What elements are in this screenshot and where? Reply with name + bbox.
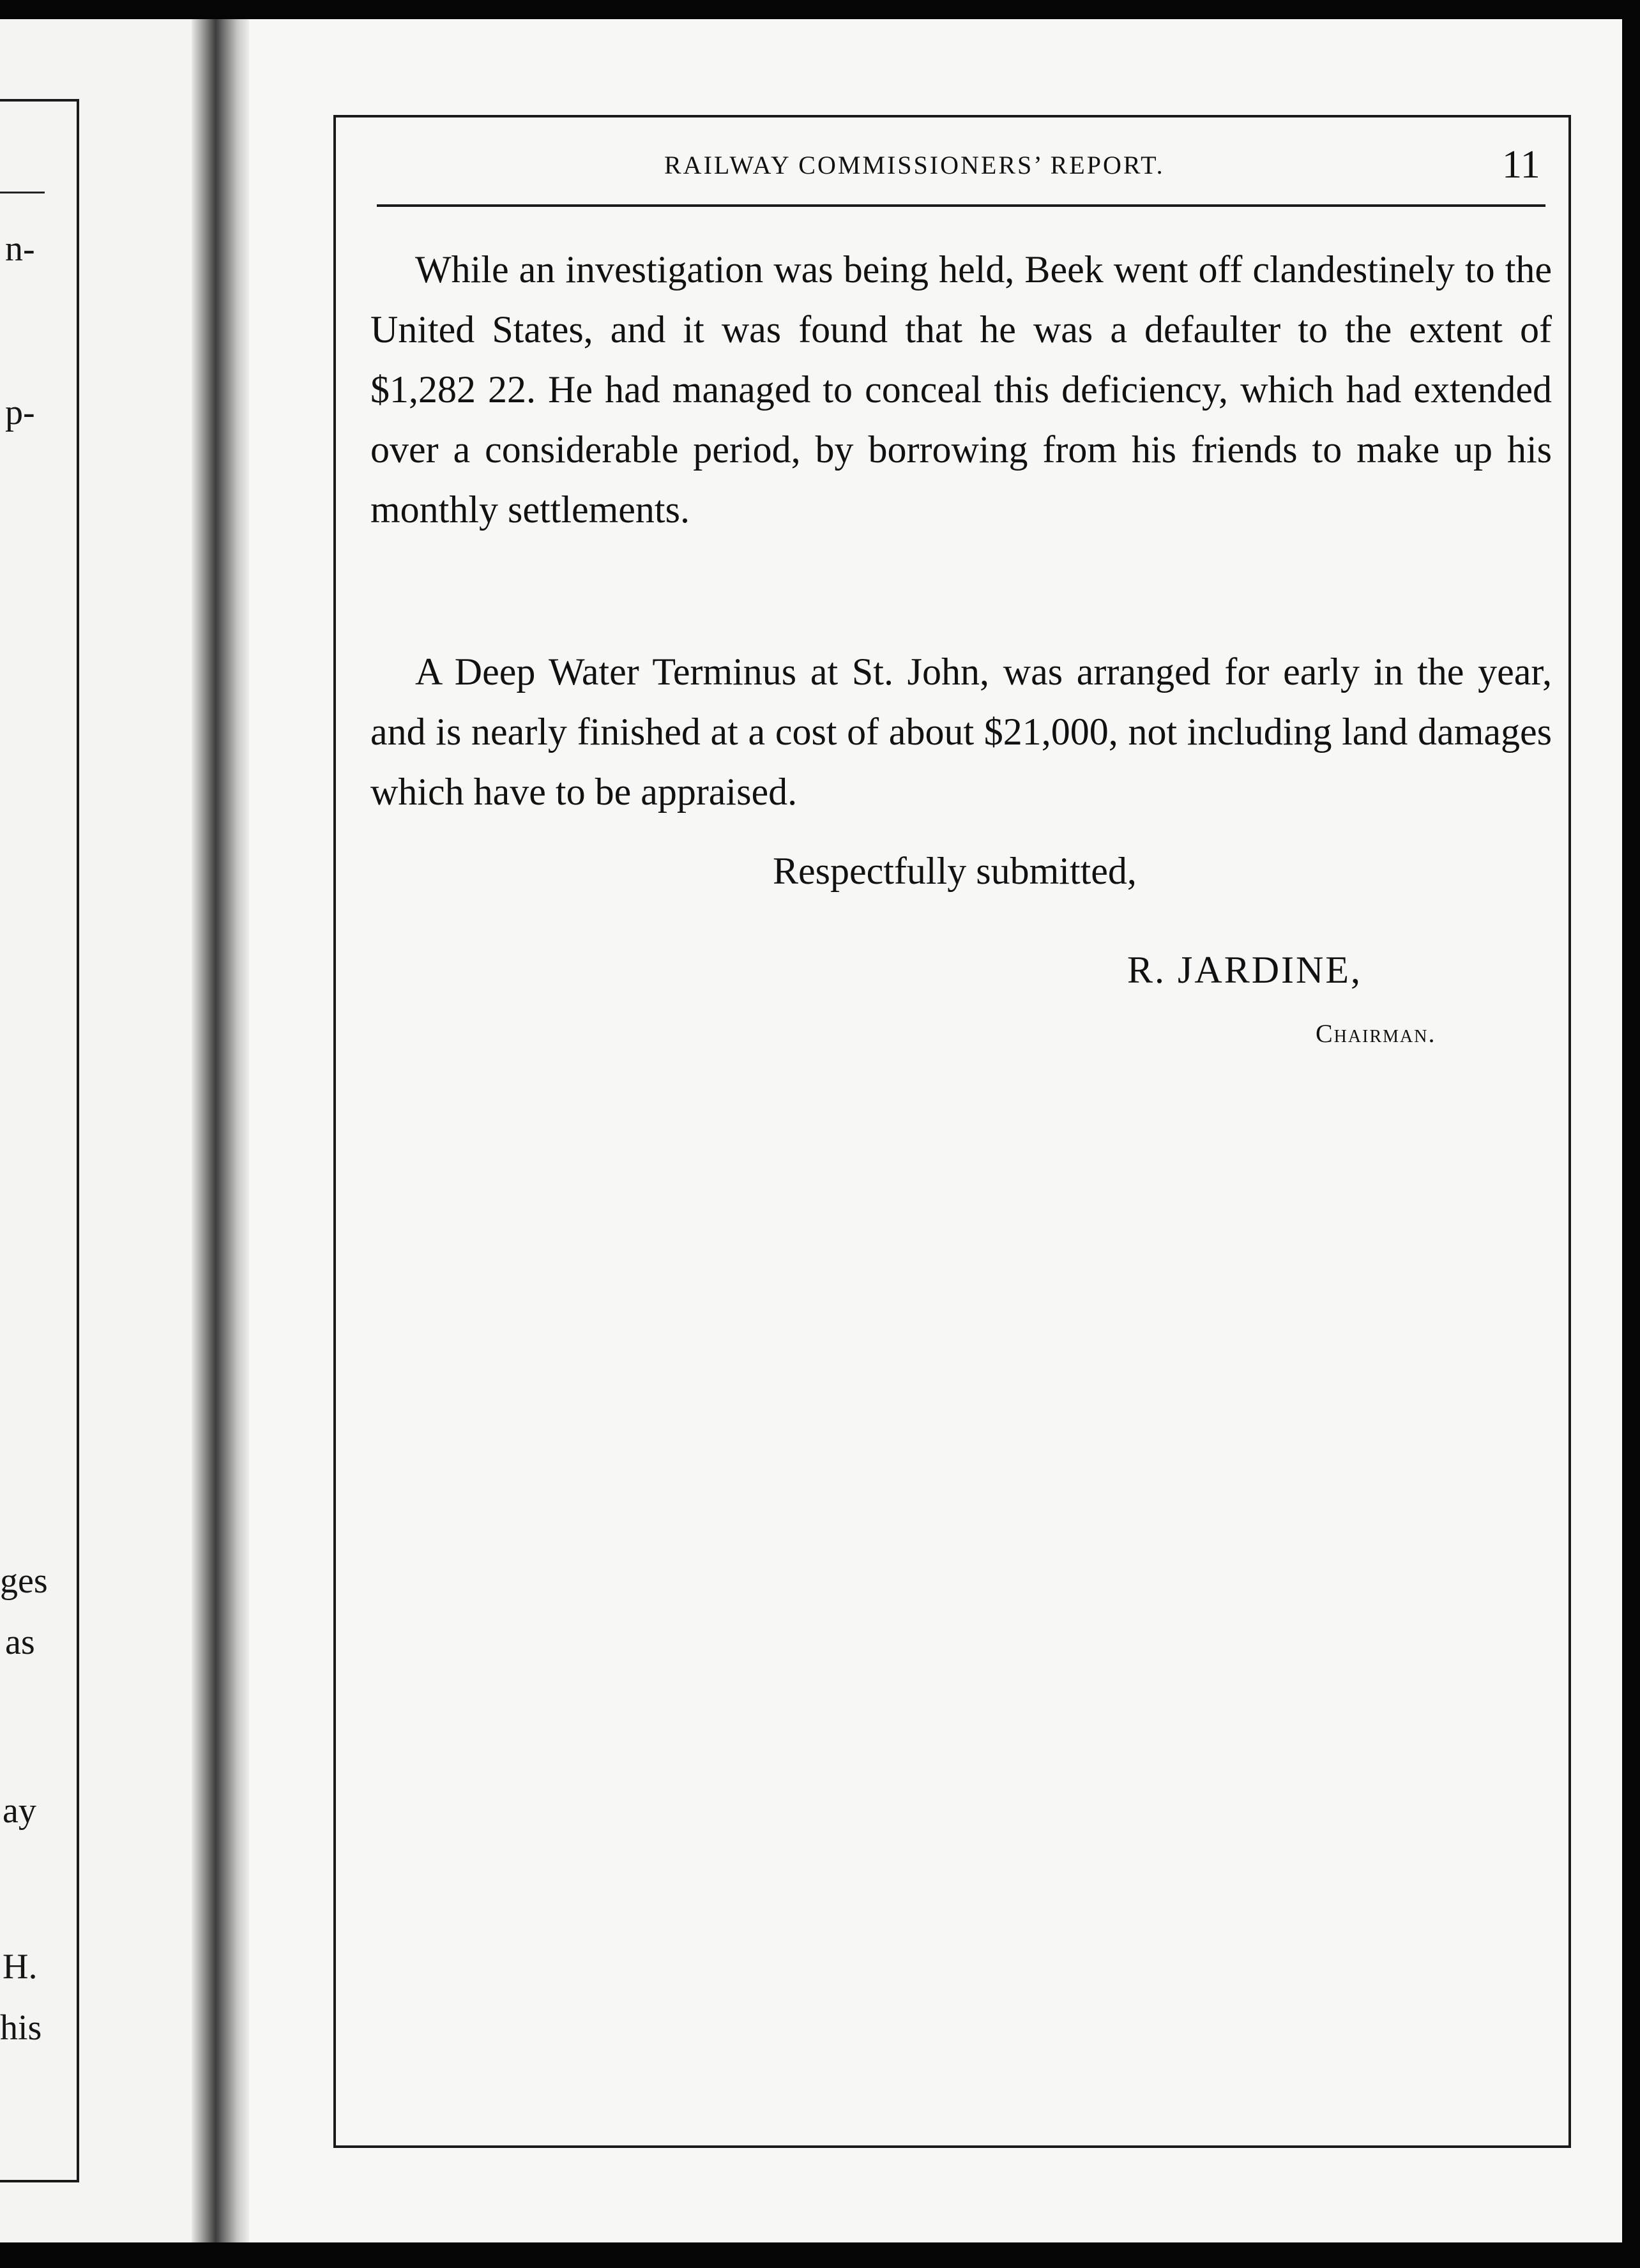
signatory-title: Chairman. bbox=[1316, 1019, 1436, 1048]
left-facing-page bbox=[0, 19, 192, 2242]
left-page-fragment: as bbox=[5, 1622, 35, 1662]
left-page-fragment: his bbox=[0, 2008, 42, 2048]
page-number: 11 bbox=[1502, 143, 1540, 186]
closing-line: Respectfully submitted, bbox=[773, 850, 1137, 892]
body-paragraph: A Deep Water Terminus at St. John, was arranged for early in the year, and is nearly finished at a cost of about $21,000, not including land damages which have to be appraised. bbox=[370, 651, 1552, 813]
scan-border-top bbox=[0, 0, 1640, 19]
document-page bbox=[249, 19, 1622, 2242]
left-page-fragment: n- bbox=[5, 229, 35, 269]
left-page-rule bbox=[0, 192, 45, 193]
left-page-fragment: ay bbox=[3, 1791, 36, 1831]
running-header bbox=[249, 143, 1622, 201]
header-rule bbox=[377, 204, 1545, 207]
left-page-fragment: ges bbox=[0, 1561, 48, 1601]
left-page-fragment: H. bbox=[3, 1947, 38, 1986]
left-page-fragment: p- bbox=[5, 393, 35, 432]
running-title: RAILWAY COMMISSIONERS’ REPORT. bbox=[664, 151, 1165, 179]
binding-gutter bbox=[192, 19, 249, 2242]
scan-border-right bbox=[1622, 0, 1640, 2268]
body-paragraph: While an investigation was being held, Beek went off clandestinely to the United States, and it was found that he was a defaulter to the extent of $1,282 22. He had managed to conceal this deficiency, which had extended over a considerable period, by borrowing from his friends to make up his monthly settlements. bbox=[370, 248, 1552, 531]
scan-border-bottom bbox=[0, 2242, 1640, 2268]
signatory-name: R. JARDINE, bbox=[1127, 949, 1363, 991]
